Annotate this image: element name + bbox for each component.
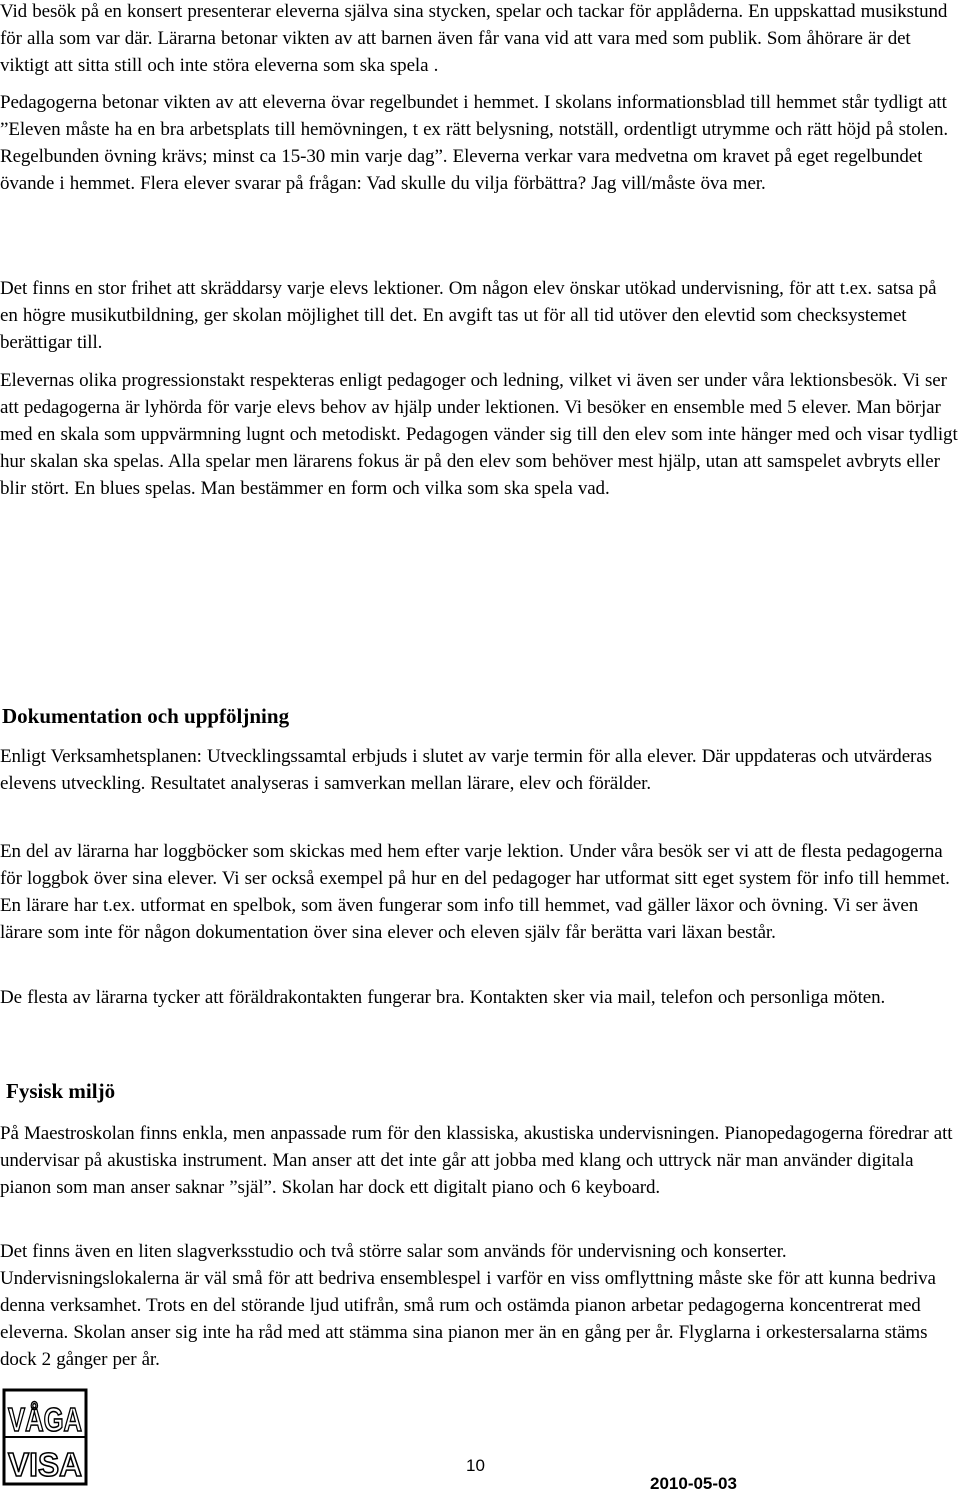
logo-text-bottom: VISA [8,1446,82,1483]
paragraph-rooms: På Maestroskolan finns enkla, men anpassade rum för den klassiska, akustiska undervisningen. Pianopedagogerna föredrar att undervisar på akustiska instrument. Man anser att det inte går att jobba med klang och uttryck när man använder digitala pianon som man anser saknar ”själ”. Skolan har dock ett digitalt piano och 6 keyboard. [0,1123,953,1198]
document-date: 2010-05-03 [650,1474,737,1493]
heading-physical-environment: Fysisk miljö [6,1079,116,1103]
paragraph-lesson-freedom: Det finns en stor frihet att skräddarsy varje elevs lektioner. Om någon elev önskar utökad undervisning, för att t.ex. satsa på en högre musikutbildning, ger skolan möjlighet till det. En avgift tas ut för all tid utöver den elevtid som checksystemet berättigar till. [0,278,937,353]
vaga-visa-logo [2,1388,88,1486]
paragraph-home-practice: Pedagogerna betonar vikten av att eleverna övar regelbundet i hemmet. I skolans informationsblad till hemmet står tydligt att ”Eleven måste ha en bra arbetsplats till hemövningen, t ex rätt belysning, notställ, ordentligt utrymme och rätt höjd på stolen. Regelbunden övning krävs; minst ca 15-30 min varje dag”. Eleverna verkar vara medvetna om kravet på eget regelbundet övande i hemmet. Flera elever svarar på frågan: Vad skulle du vilja förbättra? Jag vill/måste öva mer. [0,92,949,194]
paragraph-studio: Det finns även en liten slagverksstudio och två större salar som används för undervisning och konserter. Undervisningslokalerna är väl små för att bedriva ensemblespel i varför en viss omflyttning måste ske för att kunna bedriva denna verksamhet. Trots en del störande ljud utifrån, små rum och ostämda pianon arbetar pedagogerna koncentrerat med eleverna. Skolan anser sig inte ha råd med att stämma sina pianon mer än en gång per år. Flyglarna i orkestersalarna stäms dock 2 gånger per år. [0,1241,936,1370]
page-number: 10 [466,1456,485,1475]
logo-text-top: VÅGA [8,1401,82,1438]
heading-documentation: Dokumentation och uppföljning [2,704,290,728]
paragraph-concert-visit: Vid besök på en konsert presenterar eleverna själva sina stycken, spelar och tackar för applåderna. En uppskattad musikstund för alla som var där. Lärarna betonar vikten av att barnen även får vana vid att vara med som publik. Som åhörare är det viktigt att sitta still och inte störa eleverna som ska spela . [0,1,948,76]
paragraph-logbooks: En del av lärarna har loggböcker som skickas med hem efter varje lektion. Under våra besök ser vi att de flesta pedagogerna för loggbok över sina elever. Vi ser också exempel på hur en del pedagoger har utformat sitt eget system för info till hemmet. En lärare har t.ex. utformat en spelbok, som även fungerar som info till hemmet, vad gäller läxor och övning. Vi ser även lärare som inte för någon dokumentation över sina elever och eleven själv får berätta vari läxan består. [0,841,950,943]
paragraph-progression: Elevernas olika progressionstakt respekteras enligt pedagoger och ledning, vilket vi även ser under våra lektionsbesök. Vi ser att pedagogerna är lyhörda för varje elevs behov av hjälp under lektionen. Vi besöker en ensemble med 5 elever. Man börjar med en skala som uppvärmning lugnt och metodiskt. Pedagogen vänder sig till den elev som inte hänger med och visar tydligt hur skalan ska spelas. Alla spelar men lärarens fokus är på den elev som behöver mest hjälp, utan att samspelet avbryts eller blir stört. En blues spelas. Man bestämmer en form och vilka som ska spela vad. [0,370,958,499]
paragraph-parent-contact: De flesta av lärarna tycker att föräldrakontakten fungerar bra. Kontakten sker via mail, telefon och personliga möten. [0,987,886,1008]
paragraph-development-talks: Enligt Verksamhetsplanen: Utvecklingssamtal erbjuds i slutet av varje termin för alla elever. Där uppdateras och utvärderas elevens utveckling. Resultatet analyseras i samverkan mellan lärare, elev och förälder. [0,746,932,794]
